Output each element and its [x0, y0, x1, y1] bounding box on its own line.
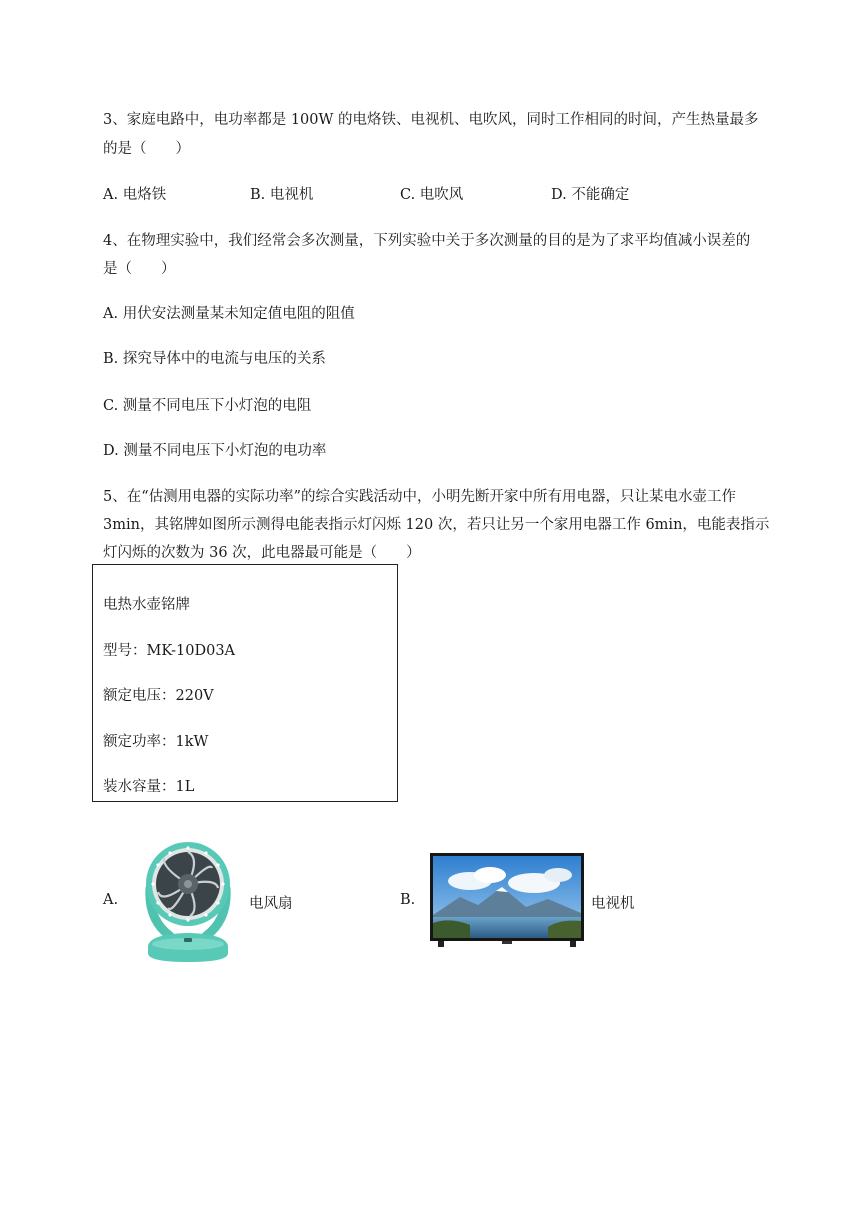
q5-option-b-letter[interactable]: B.	[400, 892, 416, 908]
q3-option-c[interactable]: C. 电吹风	[400, 187, 464, 203]
q3-option-b[interactable]: B. 电视机	[250, 187, 314, 203]
q4-option-d[interactable]: D. 测量不同电压下小灯泡的电功率	[103, 443, 327, 459]
q5-stem-line1: 5、在“估测用电器的实际功率”的综合实践活动中，小明先断开家中所有用电器，只让某电水壶工作	[103, 489, 737, 505]
q5-stem-line3: 灯闪烁的次数为 36 次，此电器最可能是（ ）	[103, 545, 421, 561]
q4-stem-line1: 4、在物理实验中，我们经常会多次测量，下列实验中关于多次测量的目的是为了求平均值减小误差的	[103, 233, 751, 249]
q5-option-a-letter[interactable]: A.	[103, 892, 119, 908]
q5-option-b-label[interactable]: 电视机	[591, 896, 635, 912]
q4-stem-line2: 是（ ）	[103, 261, 176, 277]
q4-option-b[interactable]: B. 探究导体中的电流与电压的关系	[103, 351, 326, 367]
nameplate-model: 型号：MK-10D03A	[103, 643, 236, 659]
q5-option-a-label[interactable]: 电风扇	[249, 896, 293, 912]
q5-stem-line2: 3min，其铭牌如图所示测得电能表指示灯闪烁 120 次，若只让另一个家用电器工作 6min，电能表指示	[103, 517, 770, 533]
nameplate-title: 电热水壶铭牌	[103, 597, 190, 613]
fan-icon[interactable]	[140, 838, 236, 968]
nameplate-capacity: 装水容量：1L	[103, 779, 195, 795]
q3-stem-line1: 3、家庭电路中，电功率都是 100W 的电烙铁、电视机、电吹风，同时工作相同的时间，产生热量最多	[103, 112, 759, 128]
q3-option-a[interactable]: A. 电烙铁	[103, 187, 167, 203]
q4-option-a[interactable]: A. 用伏安法测量某未知定值电阻的阻值	[103, 306, 355, 322]
nameplate-power: 额定功率：1kW	[103, 734, 209, 750]
q3-option-d[interactable]: D. 不能确定	[551, 187, 630, 203]
q4-option-c[interactable]: C. 测量不同电压下小灯泡的电阻	[103, 398, 312, 414]
tv-icon[interactable]	[430, 853, 584, 953]
nameplate-voltage: 额定电压：220V	[103, 688, 214, 704]
q3-stem-line2: 的是（ ）	[103, 141, 190, 157]
kettle-nameplate	[92, 564, 398, 802]
